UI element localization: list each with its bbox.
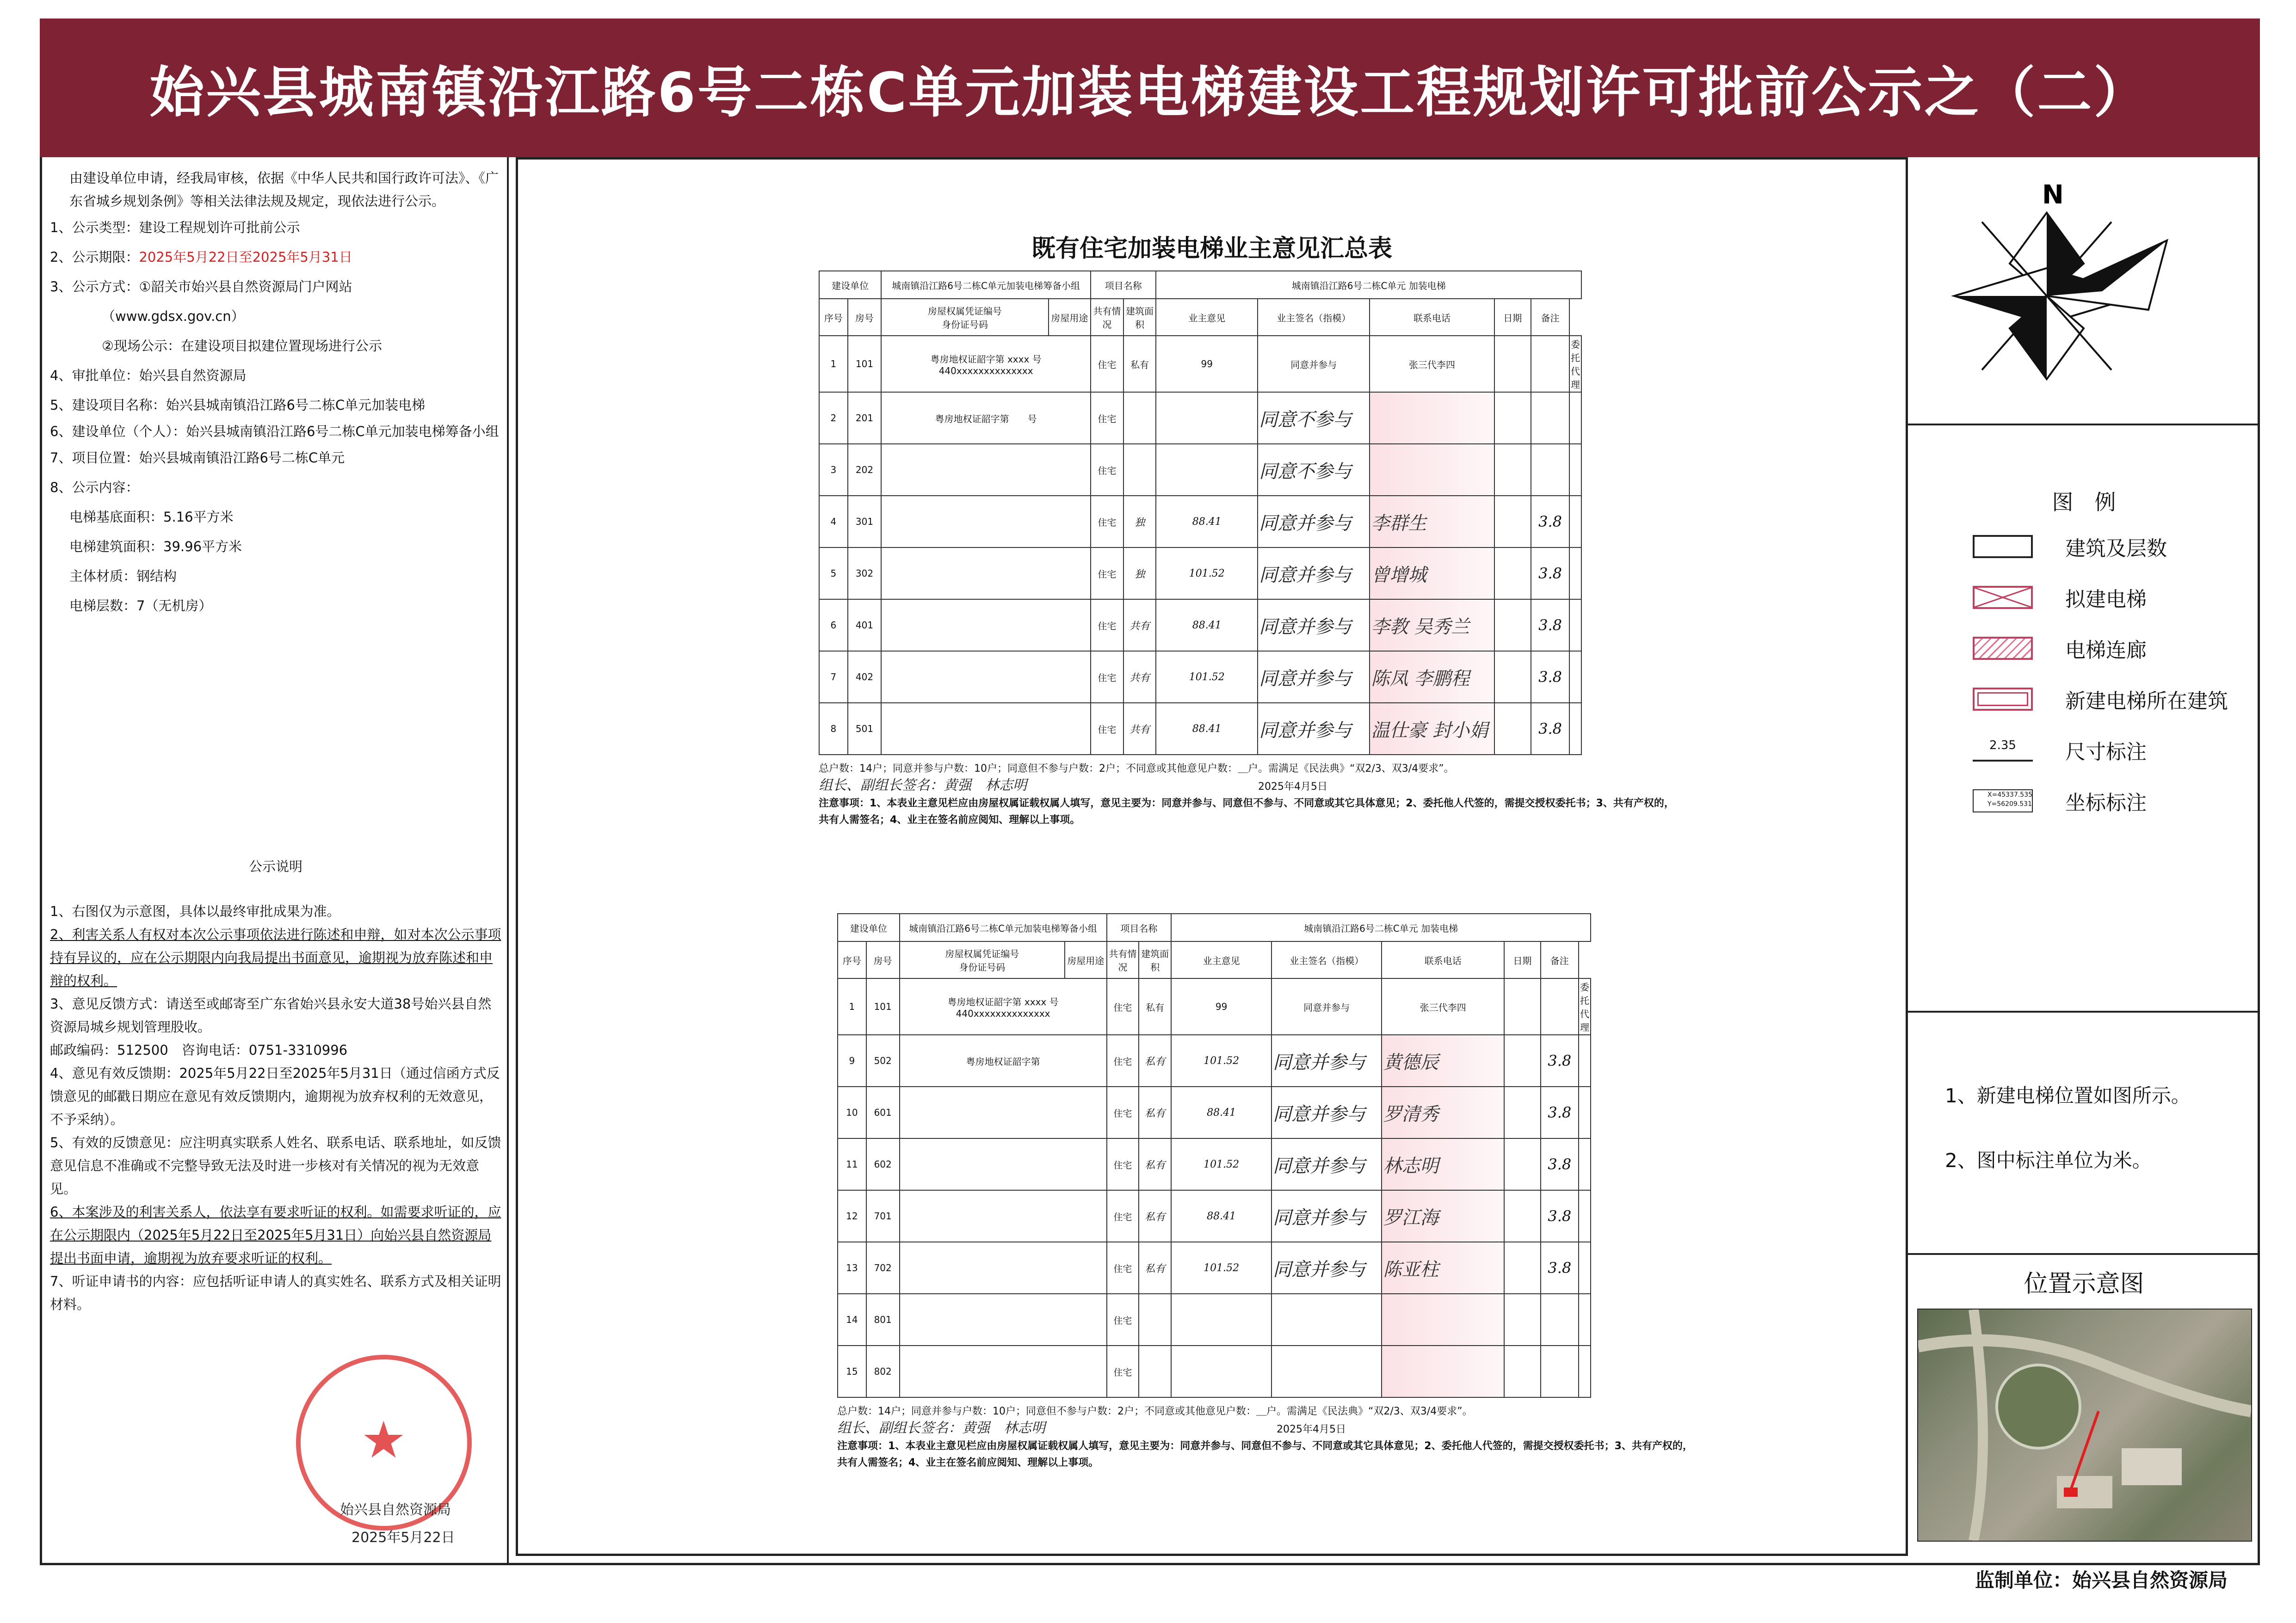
legend-host-building: 新建电梯所在建筑 bbox=[1973, 684, 2228, 714]
remark-cell bbox=[1569, 599, 1581, 651]
table-row bbox=[838, 1294, 1591, 1346]
project-label: 项目名称 bbox=[1091, 271, 1156, 299]
area-cell: 101.52 bbox=[1156, 547, 1258, 599]
item-builder: 6、建设单位（个人）：始兴县城南镇沿江路6号二栋C单元加装电梯筹备小组 bbox=[50, 424, 499, 439]
page-title: 始兴县城南镇沿江路6号二栋C单元加装电梯建设工程规划许可批前公示之（二） bbox=[40, 18, 2260, 157]
cert-cell bbox=[900, 1138, 1107, 1190]
table-row bbox=[838, 1242, 1591, 1294]
cert-cell bbox=[881, 599, 1091, 651]
seq-cell: 15 bbox=[838, 1346, 866, 1397]
cert-cell bbox=[881, 651, 1091, 703]
cert-cell bbox=[900, 1087, 1107, 1138]
share-cell: 独 bbox=[1123, 547, 1156, 599]
use-cell: 住宅 bbox=[1091, 547, 1123, 599]
use-cell: 住宅 bbox=[1107, 978, 1139, 1035]
table-row bbox=[819, 392, 1581, 444]
phone-cell bbox=[1494, 444, 1531, 496]
date-cell: 3.8 bbox=[1541, 1242, 1579, 1294]
phone-cell bbox=[1504, 1242, 1540, 1294]
item-type: 1、公示类型：建设工程规划许可批前公示 bbox=[50, 220, 300, 235]
signature-cell: 曾增城 bbox=[1370, 547, 1494, 599]
area-cell: 101.52 bbox=[1171, 1242, 1271, 1294]
room-cell: 302 bbox=[848, 547, 882, 599]
signature-cell: 罗江海 bbox=[1382, 1190, 1504, 1242]
remark-cell bbox=[1569, 703, 1581, 755]
material: 主体材质：钢结构 bbox=[69, 568, 177, 584]
share-cell: 私有 bbox=[1139, 1190, 1171, 1242]
phone-cell bbox=[1504, 1190, 1540, 1242]
use-cell: 住宅 bbox=[1091, 651, 1123, 703]
opinion-table-1 bbox=[819, 270, 1582, 755]
note-position: 1、新建电梯位置如图所示。 bbox=[1945, 1084, 2191, 1107]
north-arrow-icon bbox=[1908, 157, 2260, 425]
use-cell: 住宅 bbox=[1107, 1190, 1139, 1242]
seq-cell: 1 bbox=[819, 336, 848, 392]
phone-cell bbox=[1504, 1294, 1540, 1346]
project-value: 城南镇沿江路6号二栋C单元 加装电梯 bbox=[1156, 271, 1581, 299]
room-cell: 702 bbox=[866, 1242, 900, 1294]
area-cell: 101.52 bbox=[1156, 651, 1258, 703]
date-cell: 3.8 bbox=[1531, 651, 1569, 703]
area-cell: 99 bbox=[1171, 978, 1271, 1035]
area-cell bbox=[1156, 444, 1258, 496]
cert-cell bbox=[881, 444, 1091, 496]
seq-cell: 14 bbox=[838, 1294, 866, 1346]
opinion-cell: 同意并参与 bbox=[1271, 1087, 1382, 1138]
area-cell: 88.41 bbox=[1171, 1190, 1271, 1242]
date-cell bbox=[1531, 392, 1569, 444]
use-cell: 住宅 bbox=[1107, 1294, 1139, 1346]
seq-cell: 10 bbox=[838, 1087, 866, 1138]
item-period: 2、公示期限：2025年5月22日至2025年5月31日 bbox=[50, 249, 352, 265]
builder-value: 城南镇沿江路6号二栋C单元加装电梯筹备小组 bbox=[881, 271, 1091, 299]
share-cell: 私有 bbox=[1139, 1242, 1171, 1294]
share-cell: 私有 bbox=[1123, 336, 1156, 392]
room-cell: 301 bbox=[848, 496, 882, 547]
coordinate-icon: X=45337.535 Y=56209.531 bbox=[1973, 789, 2033, 812]
note-5: 5、有效的反馈意见：应注明真实联系人姓名、联系电话、联系地址，如反馈意见信息不准确或不完整导致无法及时进一步核对有关情况的视为无效意见。 bbox=[50, 1135, 501, 1197]
phone-cell bbox=[1504, 1035, 1540, 1087]
north-label: N bbox=[2042, 180, 2064, 210]
cert-cell bbox=[900, 1190, 1107, 1242]
seq-cell: 11 bbox=[838, 1138, 866, 1190]
legend-dimension: 2.35 尺寸标注 bbox=[1973, 735, 2147, 765]
notes-section bbox=[1908, 1013, 2260, 1253]
opinion-cell: 同意并参与 bbox=[1271, 1138, 1382, 1190]
signature-cell: 李群生 bbox=[1370, 496, 1494, 547]
phone-cell bbox=[1494, 496, 1531, 547]
use-cell: 住宅 bbox=[1107, 1138, 1139, 1190]
phone-cell bbox=[1504, 978, 1540, 1035]
cert-cell bbox=[881, 496, 1091, 547]
base-area: 电梯基底面积：5.16平方米 bbox=[69, 509, 234, 525]
signature-cell bbox=[1370, 444, 1494, 496]
remark-cell: 委托代理 bbox=[1579, 978, 1591, 1035]
phone-cell bbox=[1504, 1138, 1540, 1190]
share-cell bbox=[1139, 1294, 1171, 1346]
seq-cell: 4 bbox=[819, 496, 848, 547]
room-cell: 801 bbox=[866, 1294, 900, 1346]
room-cell: 502 bbox=[866, 1035, 900, 1087]
opinion-cell: 同意不参与 bbox=[1258, 444, 1370, 496]
table-header: 序号 房号 房屋权属凭证编号 身份证号码 房屋用途 共有情况 建筑面积 业主意见 业主签名（指模） 联系电话 日期 备注 bbox=[838, 941, 1591, 978]
room-cell: 401 bbox=[848, 599, 882, 651]
use-cell: 住宅 bbox=[1107, 1242, 1139, 1294]
phone-cell bbox=[1494, 599, 1531, 651]
date-cell: 3.8 bbox=[1531, 599, 1569, 651]
date-cell: 3.8 bbox=[1541, 1190, 1579, 1242]
table-row bbox=[838, 1190, 1591, 1242]
legend-title: 图 例 bbox=[2052, 490, 2116, 515]
table-row bbox=[819, 444, 1581, 496]
seq-cell: 9 bbox=[838, 1035, 866, 1087]
seal-star-icon: ★ bbox=[361, 1410, 407, 1469]
opinion-cell: 同意并参与 bbox=[1258, 703, 1370, 755]
seq-cell: 12 bbox=[838, 1190, 866, 1242]
opinion-cell: 同意并参与 bbox=[1258, 496, 1370, 547]
table-row bbox=[819, 547, 1581, 599]
location-title: 位置示意图 bbox=[2024, 1270, 2144, 1298]
area-cell: 101.52 bbox=[1171, 1035, 1271, 1087]
opinion-cell: 同意不参与 bbox=[1258, 392, 1370, 444]
area-cell: 99 bbox=[1156, 336, 1258, 392]
note-6: 6、本案涉及的利害关系人，依法享有要求听证的权利。如需要求听证的，应在公示期限内（2025年5月22日至2025年5月31日）向始兴县自然资源局提出书面申请，逾期视为放弃要求听证的权利。 bbox=[50, 1204, 501, 1266]
room-cell: 201 bbox=[848, 392, 882, 444]
note-3: 3、意见反馈方式：请送至或邮寄至广东省始兴县永安大道38号始兴县自然资源局城乡规划管理股收。 bbox=[50, 996, 492, 1035]
table-row bbox=[819, 496, 1581, 547]
date-cell: 3.8 bbox=[1531, 547, 1569, 599]
share-cell bbox=[1123, 444, 1156, 496]
share-cell: 共有 bbox=[1123, 651, 1156, 703]
supervisor-label: 监制单位：始兴县自然资源局 bbox=[1975, 1569, 2228, 1592]
remark-cell bbox=[1579, 1035, 1591, 1087]
table-row bbox=[819, 651, 1581, 703]
item-approver: 4、审批单位：始兴县自然资源局 bbox=[50, 368, 247, 383]
item-method: 3、公示方式：①韶关市始兴县自然资源局门户网站 bbox=[50, 279, 352, 295]
cert-cell bbox=[881, 547, 1091, 599]
phone-cell bbox=[1504, 1346, 1540, 1397]
summary-1: 总户数：14户；同意并参与户数：10户；同意但不参与户数：2户；不同意或其他意见户数：＿户。需满足《民法典》“双2/3、双3/4要求”。 组长、副组长签名：黄强 林志明 2025年4月5日 注意事项：1、本表业主意见栏应由房屋权属证载权属人填写，意见主要为：同意并参与、同意但不参与、不同意或其它具体意见；2、委托他人代签的，需提交授权委托书；3、共有产权的，共有人需签名；4、业主在签名前应阅知、理解以上事项。 bbox=[819, 763, 1674, 826]
signature-cell: 罗清秀 bbox=[1382, 1087, 1504, 1138]
room-cell: 202 bbox=[848, 444, 882, 496]
area-cell: 88.41 bbox=[1156, 496, 1258, 547]
room-cell: 601 bbox=[866, 1087, 900, 1138]
item-location: 7、项目位置：始兴县城南镇沿江路6号二栋C单元 bbox=[50, 450, 345, 466]
signature-cell: 张三代李四 bbox=[1370, 336, 1494, 392]
opinion-cell: 同意并参与 bbox=[1258, 336, 1370, 392]
remark-cell bbox=[1579, 1190, 1591, 1242]
remark-cell bbox=[1569, 547, 1581, 599]
area-cell bbox=[1171, 1346, 1271, 1397]
use-cell: 住宅 bbox=[1107, 1035, 1139, 1087]
seq-cell: 2 bbox=[819, 392, 848, 444]
right-panel bbox=[1908, 157, 2260, 1565]
corridor-icon bbox=[1973, 637, 2033, 660]
legend-section bbox=[1908, 425, 2260, 1013]
opinion-cell: 同意并参与 bbox=[1271, 1190, 1382, 1242]
north-arrow-section bbox=[1908, 157, 2260, 425]
cert-cell: 粤房地权证韶字第 xxxx 号 440xxxxxxxxxxxxxx bbox=[881, 336, 1091, 392]
legend-coordinate: X=45337.535 Y=56209.531 坐标标注 bbox=[1973, 786, 2147, 816]
opinion-cell: 同意并参与 bbox=[1258, 599, 1370, 651]
table-row bbox=[838, 1346, 1591, 1397]
share-cell: 私有 bbox=[1139, 1035, 1171, 1087]
remark-cell bbox=[1579, 1294, 1591, 1346]
proposed-elevator-icon bbox=[1973, 586, 2033, 609]
cert-cell: 粤房地权证韶字第 bbox=[900, 1035, 1107, 1087]
floors: 电梯层数：7（无机房） bbox=[69, 598, 212, 614]
table-row bbox=[819, 336, 1581, 392]
phone-cell bbox=[1494, 547, 1531, 599]
area-cell bbox=[1171, 1294, 1271, 1346]
date-cell: 3.8 bbox=[1531, 496, 1569, 547]
room-cell: 402 bbox=[848, 651, 882, 703]
signature-cell: 温仕豪 封小娟 bbox=[1370, 703, 1494, 755]
use-cell: 住宅 bbox=[1091, 703, 1123, 755]
remark-cell bbox=[1579, 1087, 1591, 1138]
seq-cell: 1 bbox=[838, 978, 866, 1035]
notes-title: 公示说明 bbox=[248, 859, 302, 874]
building-icon bbox=[1973, 535, 2033, 558]
phone-cell bbox=[1494, 651, 1531, 703]
item-onsite: ②现场公示：在建设项目拟建位置现场进行公示 bbox=[102, 338, 382, 354]
share-cell: 独 bbox=[1123, 496, 1156, 547]
opinion-cell bbox=[1271, 1294, 1382, 1346]
remark-cell: 委托代理 bbox=[1569, 336, 1581, 392]
dimension-icon: 2.35 bbox=[1973, 738, 2033, 762]
area-cell: 88.41 bbox=[1171, 1087, 1271, 1138]
builder-label: 建设单位 bbox=[819, 271, 881, 299]
building-area: 电梯建筑面积：39.96平方米 bbox=[69, 539, 242, 554]
legend-building: 建筑及层数 bbox=[1973, 532, 2167, 561]
summary-2: 总户数：14户；同意并参与户数：10户；同意但不参与户数：2户；不同意或其他意见户数：＿户。需满足《民法典》“双2/3、双3/4要求”。 组长、副组长签名：黄强 林志明 2025年4月5日 注意事项：1、本表业主意见栏应由房屋权属证载权属人填写，意见主要为：同意并参与、同意但不参与、不同意或其它具体意见；2、委托他人代签的，需提交授权委托书；3、共有产权的，共有人需签名；4、业主在签名前应阅知、理解以上事项。 bbox=[837, 1406, 1693, 1469]
table-row bbox=[838, 1138, 1591, 1190]
remark-cell bbox=[1579, 1138, 1591, 1190]
room-cell: 701 bbox=[866, 1190, 900, 1242]
signature-cell: 林志明 bbox=[1382, 1138, 1504, 1190]
seq-cell: 6 bbox=[819, 599, 848, 651]
opinion-table-2: 建设单位 城南镇沿江路6号二栋C单元加装电梯筹备小组 项目名称 城南镇沿江路6号二栋C单元 加装电梯 序号 房号 房屋权属凭证编号 身份证号码 房屋用途 共有情况 建筑面积 业主意见 业主签名（指模） 联系电话 日期 备注 1 101 粤房地权证韶字第 xxxx 号 440xxxxxxxxxxxxxx 住宅 私有 99 同意并参与 张三代李四 委托代理 9 502 粤房地权证韶字第 住宅 私有 101.52 同意并参与 黄德辰 3.8 10 601 住宅 私有 88.41 同意并参与 罗清秀 3.8 11 602 住宅 私有 101.52 同意并参与 林志明 3.8 12 701 住宅 私有 88.41 同意并参与 罗江海 3.8 13 702 住宅 私有 101.52 同意并参与 陈亚柱 3.8 14 801 住宅 15 802 住宅 bbox=[837, 913, 1591, 1398]
left-panel bbox=[42, 157, 509, 1565]
note-unit: 2、图中标注单位为米。 bbox=[1945, 1149, 2152, 1172]
intro-text: 由建设单位申请，经我局审核，依据《中华人民共和国行政许可法》、《广东省城乡规划条例》等相关法律法规及规定，现依法进行公示。 bbox=[69, 170, 499, 209]
opinion-cell: 同意并参与 bbox=[1271, 1242, 1382, 1294]
note-2: 2、利害关系人有权对本次公示事项依法进行陈述和申辩，如对本次公示事项持有异议的，应在公示期限内向我局提出书面意见，逾期视为放弃陈述和申辩的权利。 bbox=[50, 927, 501, 989]
share-cell: 私有 bbox=[1139, 978, 1171, 1035]
use-cell: 住宅 bbox=[1107, 1087, 1139, 1138]
room-cell: 101 bbox=[848, 336, 882, 392]
item-website: （www.gdsx.gov.cn） bbox=[102, 308, 245, 324]
use-cell: 住宅 bbox=[1091, 599, 1123, 651]
sign-date: 2025年5月22日 bbox=[352, 1530, 455, 1546]
use-cell: 住宅 bbox=[1091, 336, 1123, 392]
cert-cell: 粤房地权证韶字第 号 bbox=[881, 392, 1091, 444]
host-building-icon bbox=[1973, 688, 2033, 711]
share-cell bbox=[1139, 1346, 1171, 1397]
opinion-cell bbox=[1271, 1346, 1382, 1397]
opinion-summary-document bbox=[516, 157, 1908, 1556]
remark-cell bbox=[1569, 651, 1581, 703]
share-cell bbox=[1123, 392, 1156, 444]
seq-cell: 8 bbox=[819, 703, 848, 755]
signature-cell: 黄德辰 bbox=[1382, 1035, 1504, 1087]
cert-cell bbox=[881, 703, 1091, 755]
seq-cell: 3 bbox=[819, 444, 848, 496]
date-cell: 3.8 bbox=[1541, 1087, 1579, 1138]
note-4: 4、意见有效反馈期：2025年5月22日至2025年5月31日（通过信函方式反馈意见的邮戳日期应在意见有效反馈期内，逾期视为放弃权利的无效意见，不予采纳）。 bbox=[50, 1065, 500, 1127]
date-cell: 3.8 bbox=[1541, 1138, 1579, 1190]
date-cell: 3.8 bbox=[1541, 1035, 1579, 1087]
table-row bbox=[819, 599, 1581, 651]
location-map-image bbox=[1917, 1309, 2252, 1542]
opinion-cell: 同意并参与 bbox=[1258, 651, 1370, 703]
note-1: 1、右图仅为示意图，具体以最终审批成果为准。 bbox=[50, 904, 340, 919]
phone-cell bbox=[1494, 392, 1531, 444]
date-cell bbox=[1541, 1294, 1579, 1346]
room-cell: 602 bbox=[866, 1138, 900, 1190]
seq-cell: 5 bbox=[819, 547, 848, 599]
remark-cell bbox=[1569, 444, 1581, 496]
share-cell: 共有 bbox=[1123, 599, 1156, 651]
table-row bbox=[838, 978, 1591, 1035]
seq-cell: 7 bbox=[819, 651, 848, 703]
date-cell bbox=[1541, 978, 1579, 1035]
table-row bbox=[819, 703, 1581, 755]
use-cell: 住宅 bbox=[1091, 496, 1123, 547]
area-cell: 101.52 bbox=[1171, 1138, 1271, 1190]
phone-cell bbox=[1504, 1087, 1540, 1138]
signature-cell bbox=[1382, 1294, 1504, 1346]
legend-elevator: 拟建电梯 bbox=[1973, 583, 2147, 612]
remark-cell bbox=[1569, 496, 1581, 547]
remark-cell bbox=[1579, 1346, 1591, 1397]
signature-cell: 陈凤 李鹏程 bbox=[1370, 651, 1494, 703]
share-cell: 私有 bbox=[1139, 1138, 1171, 1190]
room-cell: 501 bbox=[848, 703, 882, 755]
phone-cell bbox=[1494, 703, 1531, 755]
legend-corridor: 电梯连廊 bbox=[1973, 633, 2147, 663]
cert-cell bbox=[900, 1346, 1107, 1397]
signature-cell bbox=[1370, 392, 1494, 444]
area-cell bbox=[1156, 392, 1258, 444]
share-cell: 共有 bbox=[1123, 703, 1156, 755]
signature-cell bbox=[1382, 1346, 1504, 1397]
room-cell: 802 bbox=[866, 1346, 900, 1397]
phone-cell bbox=[1494, 336, 1531, 392]
doc-title: 既有住宅加装电梯业主意见汇总表 bbox=[1031, 234, 1392, 263]
use-cell: 住宅 bbox=[1107, 1346, 1139, 1397]
opinion-cell: 同意并参与 bbox=[1271, 978, 1382, 1035]
area-cell: 88.41 bbox=[1156, 703, 1258, 755]
table-header: 序号 房号 房屋权属凭证编号 身份证号码 房屋用途 共有情况 建筑面积 业主意见 业主签名（指模） 联系电话 日期 备注 bbox=[819, 299, 1581, 336]
note-3-contact: 邮政编码：512500 咨询电话：0751-3310996 bbox=[50, 1042, 348, 1058]
item-content: 8、公示内容： bbox=[50, 480, 139, 495]
signature-cell: 陈亚柱 bbox=[1382, 1242, 1504, 1294]
date-cell bbox=[1541, 1346, 1579, 1397]
cert-cell: 粤房地权证韶字第 xxxx 号 440xxxxxxxxxxxxxx bbox=[900, 978, 1107, 1035]
date-cell: 3.8 bbox=[1531, 703, 1569, 755]
share-cell: 私有 bbox=[1139, 1087, 1171, 1138]
signature-cell: 李教 吴秀兰 bbox=[1370, 599, 1494, 651]
item-project-name: 5、建设项目名称：始兴县城南镇沿江路6号二栋C单元加装电梯 bbox=[50, 397, 426, 413]
use-cell: 住宅 bbox=[1091, 392, 1123, 444]
table-row bbox=[838, 1035, 1591, 1087]
date-cell bbox=[1531, 444, 1569, 496]
opinion-cell: 同意并参与 bbox=[1258, 547, 1370, 599]
remark-cell bbox=[1579, 1242, 1591, 1294]
signature-cell: 张三代李四 bbox=[1382, 978, 1504, 1035]
area-cell: 88.41 bbox=[1156, 599, 1258, 651]
remark-cell bbox=[1569, 392, 1581, 444]
signer: 始兴县自然资源局 bbox=[340, 1502, 451, 1518]
cert-cell bbox=[900, 1294, 1107, 1346]
seq-cell: 13 bbox=[838, 1242, 866, 1294]
cert-cell bbox=[900, 1242, 1107, 1294]
table-row bbox=[838, 1087, 1591, 1138]
use-cell: 住宅 bbox=[1091, 444, 1123, 496]
note-7: 7、听证申请书的内容：应包括听证申请人的真实姓名、联系方式及相关证明材料。 bbox=[50, 1273, 501, 1312]
date-cell bbox=[1531, 336, 1569, 392]
room-cell: 101 bbox=[866, 978, 900, 1035]
opinion-cell: 同意并参与 bbox=[1271, 1035, 1382, 1087]
